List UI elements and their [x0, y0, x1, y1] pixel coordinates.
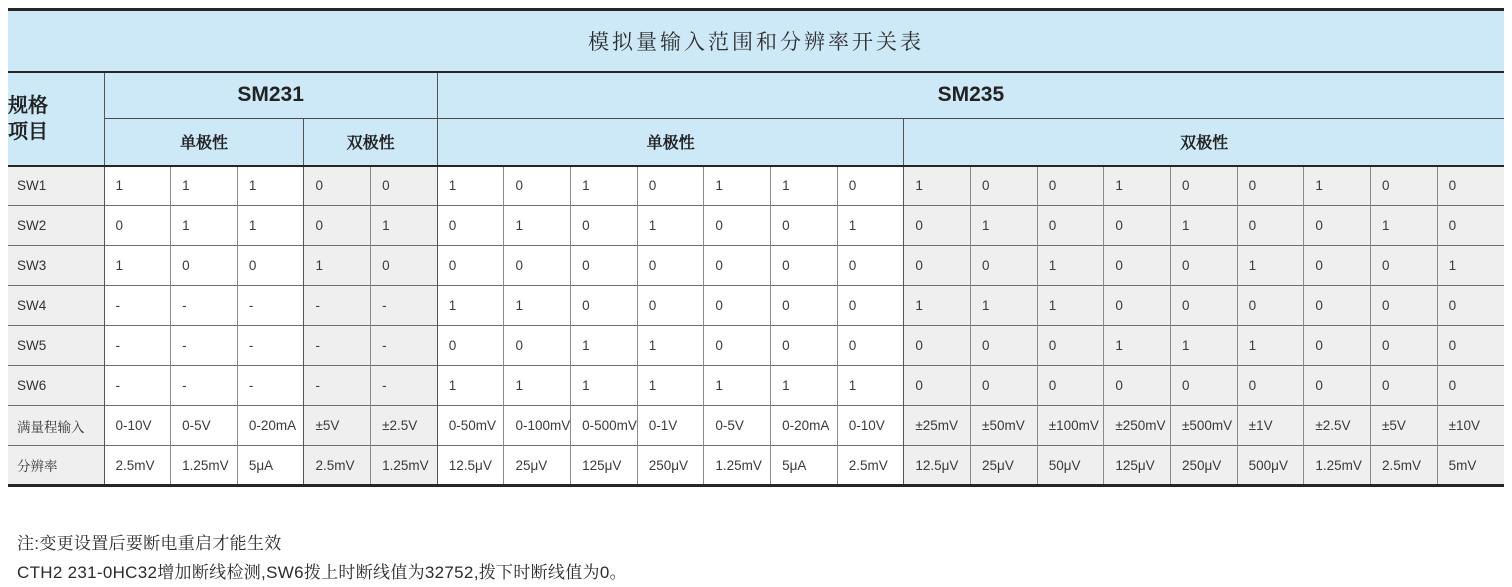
table-cell: 12.5μV	[437, 446, 504, 486]
row-label: SW4	[8, 286, 104, 326]
table-cell: 0	[1104, 206, 1171, 246]
table-cell: 2.5mV	[837, 446, 904, 486]
table-cell: 1	[637, 206, 704, 246]
row-label: SW5	[8, 326, 104, 366]
corner-header-line2: 项目	[8, 120, 48, 143]
table-cell: -	[304, 366, 371, 406]
table-cell: 0	[704, 326, 771, 366]
table-cell: 125μV	[1104, 446, 1171, 486]
table-cell: -	[104, 326, 171, 366]
table-cell: 0	[504, 166, 571, 206]
table-row	[8, 246, 1504, 286]
table-cell: 1.25mV	[1304, 446, 1371, 486]
table-cell: 0	[1171, 246, 1238, 286]
table-cell: 1	[904, 286, 971, 326]
row-label: 分辨率	[8, 446, 104, 486]
table-cell: 0	[971, 366, 1038, 406]
table-cell: 1	[771, 366, 838, 406]
group-header-row	[8, 72, 1504, 119]
table-cell: 1	[837, 366, 904, 406]
table-cell: 0	[971, 246, 1038, 286]
table-cell: 0	[1237, 366, 1304, 406]
table-cell: 0-100mV	[504, 406, 571, 446]
table-cell: 0	[1237, 206, 1304, 246]
table-cell: 0	[704, 206, 771, 246]
table-cell: 0	[437, 246, 504, 286]
table-cell: 1	[704, 166, 771, 206]
table-cell: 0	[1437, 166, 1504, 206]
table-cell: 50μV	[1037, 446, 1104, 486]
table-cell: 1	[437, 366, 504, 406]
table-row	[8, 166, 1504, 206]
table-cell: -	[237, 366, 304, 406]
table-cell: 0	[837, 166, 904, 206]
subgroup-sm231-unipolar: 单极性	[104, 119, 304, 166]
table-cell: ±5V	[304, 406, 371, 446]
table-cell: 0	[771, 326, 838, 366]
table-cell: 500μV	[1237, 446, 1304, 486]
table-cell: -	[171, 286, 238, 326]
footnotes	[17, 529, 627, 587]
table-cell: 1	[1037, 246, 1104, 286]
table-cell: 1	[104, 166, 171, 206]
table-title: 模拟量输入范围和分辨率开关表	[8, 10, 1504, 72]
table-cell: -	[237, 286, 304, 326]
table-cell: 0	[237, 246, 304, 286]
table-cell: 0	[304, 166, 371, 206]
table-cell: 1	[171, 206, 238, 246]
table-cell: 1	[971, 286, 1038, 326]
table-cell: 1	[971, 206, 1038, 246]
table-cell: 0	[904, 246, 971, 286]
table-cell: 1	[504, 366, 571, 406]
table-cell: 0	[637, 166, 704, 206]
table-cell: ±100mV	[1037, 406, 1104, 446]
table-cell: -	[171, 366, 238, 406]
table-cell: 1	[571, 366, 638, 406]
table-cell: 1	[904, 166, 971, 206]
table-cell: 1	[1104, 326, 1171, 366]
table-cell: 1.25mV	[704, 446, 771, 486]
table-row	[8, 406, 1504, 446]
footnote-line-1: 注:变更设置后要断电重启才能生效	[17, 534, 282, 553]
table-cell: 1	[1237, 246, 1304, 286]
table-cell: 0	[1370, 166, 1437, 206]
table-cell: 1	[104, 246, 171, 286]
table-cell: 0-500mV	[571, 406, 638, 446]
row-label: SW1	[8, 166, 104, 206]
group-header-sm231: SM231	[104, 72, 437, 119]
table-cell: 0	[637, 246, 704, 286]
corner-header	[8, 72, 104, 166]
row-label: SW6	[8, 366, 104, 406]
table-cell: 0	[371, 166, 438, 206]
table-cell: -	[171, 326, 238, 366]
table-cell: 0	[1437, 206, 1504, 246]
table-row	[8, 446, 1504, 486]
table-cell: 0	[304, 206, 371, 246]
table-row	[8, 366, 1504, 406]
table-cell: 0	[771, 286, 838, 326]
table-cell: 0	[1304, 206, 1371, 246]
row-label: 满量程输入	[8, 406, 104, 446]
table-cell: -	[304, 286, 371, 326]
table-cell: 1.25mV	[171, 446, 238, 486]
table-cell: 0	[1304, 326, 1371, 366]
subgroup-sm235-bipolar: 双极性	[904, 119, 1504, 166]
table-cell: 0	[1370, 246, 1437, 286]
table-row	[8, 286, 1504, 326]
row-label: SW3	[8, 246, 104, 286]
table-cell: 0	[1437, 326, 1504, 366]
table-cell: 2.5mV	[104, 446, 171, 486]
switch-table	[8, 8, 1504, 487]
table-cell: 5mV	[1437, 446, 1504, 486]
table-cell: -	[371, 326, 438, 366]
table-cell: 0	[1037, 326, 1104, 366]
table-cell: 0	[1104, 366, 1171, 406]
table-cell: 1	[1104, 166, 1171, 206]
table-row	[8, 326, 1504, 366]
table-cell: 1	[1171, 206, 1238, 246]
table-cell: ±250mV	[1104, 406, 1171, 446]
footnote-line-2: CTH2 231-0HC32增加断线检测,SW6拨上时断线值为32752,拨下时断线值为0。	[17, 563, 627, 582]
table-cell: 0	[837, 286, 904, 326]
table-cell: 0	[437, 206, 504, 246]
table-cell: -	[104, 286, 171, 326]
title-row	[8, 10, 1504, 72]
table-cell: 2.5mV	[304, 446, 371, 486]
subgroup-sm235-unipolar: 单极性	[437, 119, 904, 166]
table-cell: 0	[971, 326, 1038, 366]
table-cell: 0-5V	[171, 406, 238, 446]
table-cell: 1	[437, 166, 504, 206]
table-cell: 0	[504, 326, 571, 366]
row-label: SW2	[8, 206, 104, 246]
table-cell: 0	[837, 326, 904, 366]
table-cell: 0	[1171, 286, 1238, 326]
table-cell: 0	[1037, 206, 1104, 246]
corner-header-line1: 规格	[8, 94, 48, 117]
table-cell: 0	[771, 246, 838, 286]
table-cell: 1	[1304, 166, 1371, 206]
table-cell: -	[304, 326, 371, 366]
table-cell: ±2.5V	[1304, 406, 1371, 446]
table-cell: 1	[1437, 246, 1504, 286]
table-cell: 1	[237, 206, 304, 246]
table-cell: 125μV	[571, 446, 638, 486]
table-cell: 1.25mV	[371, 446, 438, 486]
table-cell: 0	[1237, 166, 1304, 206]
table-cell: 0-50mV	[437, 406, 504, 446]
table-cell: 0	[1437, 366, 1504, 406]
table-cell: 1	[504, 206, 571, 246]
table-cell: -	[104, 366, 171, 406]
subgroup-header-row	[8, 119, 1504, 166]
table-cell: 1	[237, 166, 304, 206]
table-cell: 1	[637, 366, 704, 406]
table-row	[8, 206, 1504, 246]
table-cell: 0	[571, 246, 638, 286]
table-cell: 0	[504, 246, 571, 286]
table-cell: 0	[371, 246, 438, 286]
table-cell: 1	[504, 286, 571, 326]
table-cell: 0	[1304, 286, 1371, 326]
table-cell: 1	[571, 326, 638, 366]
table-cell: 0	[1171, 166, 1238, 206]
table-cell: -	[237, 326, 304, 366]
table-cell: 25μV	[504, 446, 571, 486]
table-cell: 0	[1304, 246, 1371, 286]
table-cell: ±50mV	[971, 406, 1038, 446]
table-cell: 1	[1171, 326, 1238, 366]
table-cell: 0	[971, 166, 1038, 206]
table-cell: 1	[1237, 326, 1304, 366]
table-cell: ±500mV	[1171, 406, 1238, 446]
table-cell: -	[371, 366, 438, 406]
table-cell: 0-10V	[104, 406, 171, 446]
table-cell: 0	[1171, 366, 1238, 406]
table-cell: 1	[371, 206, 438, 246]
table-cell: 0	[1304, 366, 1371, 406]
table-cell: 1	[771, 166, 838, 206]
table-cell: 0	[1037, 366, 1104, 406]
table-cell: 0	[104, 206, 171, 246]
table-cell: 0	[904, 206, 971, 246]
table-cell: 1	[171, 166, 238, 206]
subgroup-sm231-bipolar: 双极性	[304, 119, 437, 166]
table-cell: ±5V	[1370, 406, 1437, 446]
table-cell: 0	[904, 326, 971, 366]
table-cell: 1	[837, 206, 904, 246]
switch-table-body	[8, 166, 1504, 486]
table-cell: 0	[1037, 166, 1104, 206]
table-cell: 0	[837, 246, 904, 286]
table-cell: -	[371, 286, 438, 326]
table-cell: 0	[1370, 366, 1437, 406]
table-cell: 0	[704, 286, 771, 326]
table-cell: 0-20mA	[771, 406, 838, 446]
table-cell: 5μA	[237, 446, 304, 486]
table-cell: 0	[637, 286, 704, 326]
table-cell: 1	[437, 286, 504, 326]
table-cell: 1	[704, 366, 771, 406]
table-cell: ±10V	[1437, 406, 1504, 446]
table-cell: 25μV	[971, 446, 1038, 486]
table-cell: 5μA	[771, 446, 838, 486]
table-cell: ±1V	[1237, 406, 1304, 446]
table-cell: 250μV	[637, 446, 704, 486]
table-cell: 0	[771, 206, 838, 246]
table-cell: 0	[171, 246, 238, 286]
table-cell: 0	[1370, 286, 1437, 326]
group-header-sm235: SM235	[437, 72, 1504, 119]
table-cell: 12.5μV	[904, 446, 971, 486]
table-cell: 1	[571, 166, 638, 206]
table-cell: 0	[571, 286, 638, 326]
table-cell: 0	[1370, 326, 1437, 366]
table-cell: ±2.5V	[371, 406, 438, 446]
table-cell: 1	[1370, 206, 1437, 246]
table-cell: 250μV	[1171, 446, 1238, 486]
table-cell: 0	[1237, 286, 1304, 326]
table-cell: 0	[904, 366, 971, 406]
table-cell: 0	[704, 246, 771, 286]
table-cell: 1	[637, 326, 704, 366]
table-cell: 0	[437, 326, 504, 366]
table-cell: 0-20mA	[237, 406, 304, 446]
table-cell: 2.5mV	[1370, 446, 1437, 486]
table-cell: 1	[1037, 286, 1104, 326]
table-cell: 0-5V	[704, 406, 771, 446]
spec-sheet	[8, 8, 1504, 582]
table-cell: 0	[1437, 286, 1504, 326]
table-cell: 0	[571, 206, 638, 246]
table-cell: 1	[304, 246, 371, 286]
table-cell: 0	[1104, 246, 1171, 286]
table-cell: ±25mV	[904, 406, 971, 446]
table-cell: 0-10V	[837, 406, 904, 446]
table-cell: 0	[1104, 286, 1171, 326]
table-cell: 0-1V	[637, 406, 704, 446]
